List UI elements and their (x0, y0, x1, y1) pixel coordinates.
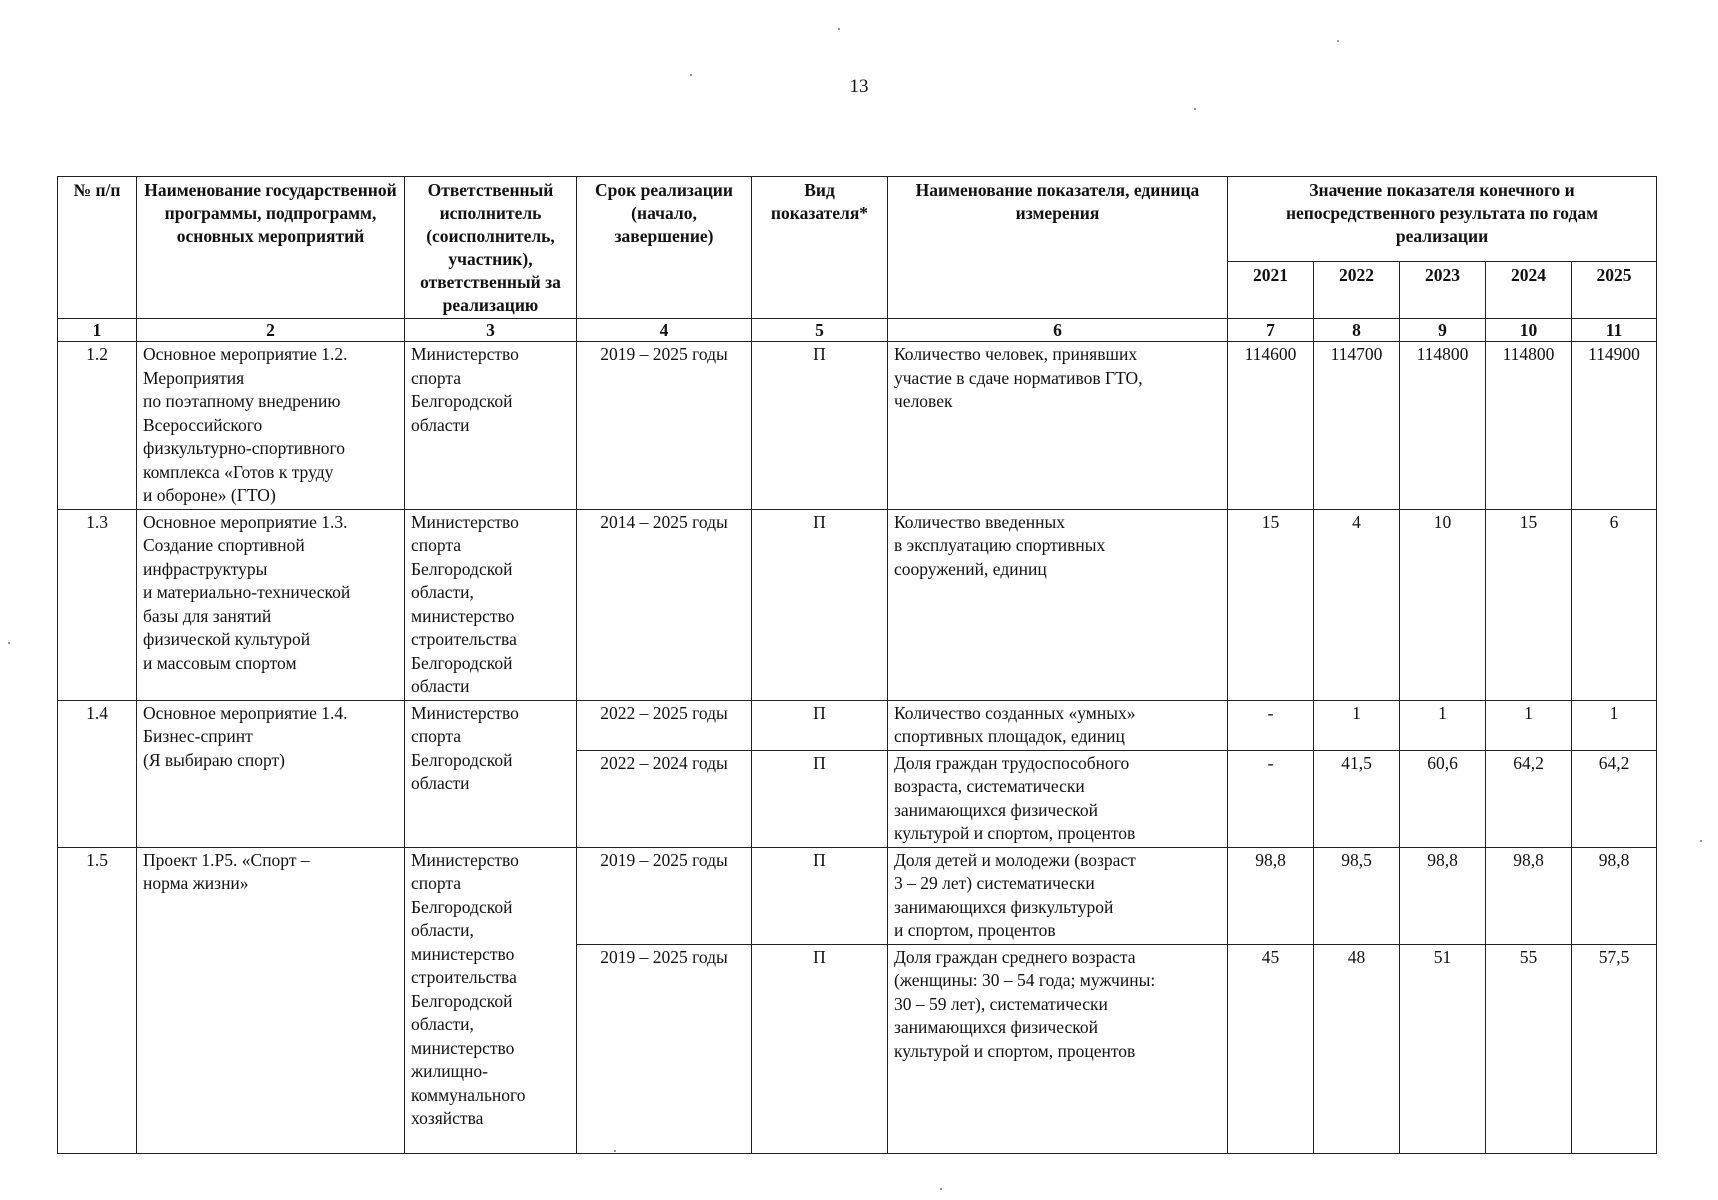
executor: Министерство спорта Белгородской области, министерство строительства Белгородской области, министерство жилищно- коммунального хозяйства (405, 847, 577, 1153)
indicator-type: П (752, 847, 888, 944)
indicator-type: П (752, 509, 888, 700)
header-period: Срок реализации (начало, завершение) (577, 177, 752, 319)
header-executor: Ответственный исполнитель (соисполнитель, участник), ответственный за реализацию (405, 177, 577, 319)
indicator-type: П (752, 750, 888, 847)
column-number: 6 (888, 319, 1228, 342)
value-2021: - (1228, 750, 1314, 847)
value-2024: 15 (1486, 509, 1572, 700)
row-number: 1.5 (58, 847, 137, 1153)
header-year: 2021 (1228, 261, 1314, 318)
header-year: 2025 (1572, 261, 1657, 318)
value-2023: 1 (1400, 700, 1486, 750)
value-2023: 10 (1400, 509, 1486, 700)
row-number: 1.2 (58, 342, 137, 510)
table-header-row (58, 177, 1657, 262)
value-2022: 98,5 (1314, 847, 1400, 944)
value-2023: 114800 (1400, 342, 1486, 510)
period: 2014 – 2025 годы (577, 509, 752, 700)
indicator-name: Доля граждан трудоспособного возраста, систематически занимающихся физической культурой и спортом, процентов (888, 750, 1228, 847)
period: 2019 – 2025 годы (577, 847, 752, 944)
value-2022: 41,5 (1314, 750, 1400, 847)
value-2024: 114800 (1486, 342, 1572, 510)
row-number: 1.4 (58, 700, 137, 847)
executor: Министерство спорта Белгородской области (405, 700, 577, 847)
value-2021: 15 (1228, 509, 1314, 700)
scan-speck (1337, 40, 1339, 42)
header-program: Наименование государственной программы, подпрограмм, основных мероприятий (137, 177, 405, 319)
indicator-type: П (752, 944, 888, 1153)
period: 2019 – 2025 годы (577, 944, 752, 1153)
period: 2022 – 2024 годы (577, 750, 752, 847)
header-year: 2024 (1486, 261, 1572, 318)
value-2025: 6 (1572, 509, 1657, 700)
value-2023: 60,6 (1400, 750, 1486, 847)
scan-speck (838, 28, 840, 30)
column-number: 4 (577, 319, 752, 342)
table-row (58, 509, 1657, 700)
value-2024: 55 (1486, 944, 1572, 1153)
indicator-name: Доля детей и молодежи (возраст 3 – 29 лет) систематически занимающихся физкультурой и спортом, процентов (888, 847, 1228, 944)
program-name: Проект 1.Р5. «Спорт – норма жизни» (137, 847, 405, 1153)
header-indicator-type: Вид показателя* (752, 177, 888, 319)
table-row (58, 342, 1657, 510)
period: 2022 – 2025 годы (577, 700, 752, 750)
column-number: 5 (752, 319, 888, 342)
indicator-name: Количество введенных в эксплуатацию спортивных сооружений, единиц (888, 509, 1228, 700)
value-2022: 4 (1314, 509, 1400, 700)
column-number: 1 (58, 319, 137, 342)
column-number: 11 (1572, 319, 1657, 342)
program-name: Основное мероприятие 1.4. Бизнес-спринт (Я выбираю спорт) (137, 700, 405, 847)
scan-speck (1194, 108, 1196, 110)
value-2024: 64,2 (1486, 750, 1572, 847)
value-2021: 114600 (1228, 342, 1314, 510)
indicator-type: П (752, 700, 888, 750)
value-2025: 1 (1572, 700, 1657, 750)
column-number: 7 (1228, 319, 1314, 342)
period: 2019 – 2025 годы (577, 342, 752, 510)
value-2025: 114900 (1572, 342, 1657, 510)
scan-speck (1700, 840, 1702, 842)
row-number: 1.3 (58, 509, 137, 700)
value-2023: 98,8 (1400, 847, 1486, 944)
value-2024: 98,8 (1486, 847, 1572, 944)
indicator-name: Количество созданных «умных» спортивных площадок, единиц (888, 700, 1228, 750)
value-2024: 1 (1486, 700, 1572, 750)
scan-speck (8, 642, 10, 644)
value-2022: 114700 (1314, 342, 1400, 510)
page-number: 13 (849, 76, 869, 97)
table-row (58, 847, 1657, 944)
header-indicator-name: Наименование показателя, единица измерения (888, 177, 1228, 319)
value-2025: 57,5 (1572, 944, 1657, 1153)
table-row (58, 700, 1657, 750)
indicator-type: П (752, 342, 888, 510)
value-2021: - (1228, 700, 1314, 750)
column-number: 9 (1400, 319, 1486, 342)
value-2025: 64,2 (1572, 750, 1657, 847)
scan-speck (614, 1150, 616, 1152)
header-no: № п/п (58, 177, 137, 319)
indicator-name: Доля граждан среднего возраста (женщины: 30 – 54 года; мужчины: 30 – 59 лет), систематически занимающихся физической культурой и спортом, процентов (888, 944, 1228, 1153)
header-year: 2022 (1314, 261, 1400, 318)
program-name: Основное мероприятие 1.3. Создание спортивной инфраструктуры и материально-технической базы для занятий физической культурой и массовым спортом (137, 509, 405, 700)
column-number: 3 (405, 319, 577, 342)
value-2022: 48 (1314, 944, 1400, 1153)
program-name: Основное мероприятие 1.2. Мероприятия по поэтапному внедрению Всероссийского физкультурно-спортивного комплекса «Готов к труду и обороне» (ГТО) (137, 342, 405, 510)
value-2021: 98,8 (1228, 847, 1314, 944)
header-values-group: Значение показателя конечного и непосредственного результата по годам реализации (1228, 177, 1657, 262)
header-year: 2023 (1400, 261, 1486, 318)
value-2022: 1 (1314, 700, 1400, 750)
executor: Министерство спорта Белгородской области, министерство строительства Белгородской области (405, 509, 577, 700)
scan-speck (940, 1188, 942, 1190)
column-numbers-row (58, 319, 1657, 342)
executor: Министерство спорта Белгородской области (405, 342, 577, 510)
indicator-name: Количество человек, принявших участие в сдаче нормативов ГТО, человек (888, 342, 1228, 510)
column-number: 2 (137, 319, 405, 342)
column-number: 10 (1486, 319, 1572, 342)
scan-speck (690, 74, 692, 76)
value-2023: 51 (1400, 944, 1486, 1153)
value-2021: 45 (1228, 944, 1314, 1153)
column-number: 8 (1314, 319, 1400, 342)
program-indicators-table (57, 176, 1657, 1154)
value-2025: 98,8 (1572, 847, 1657, 944)
